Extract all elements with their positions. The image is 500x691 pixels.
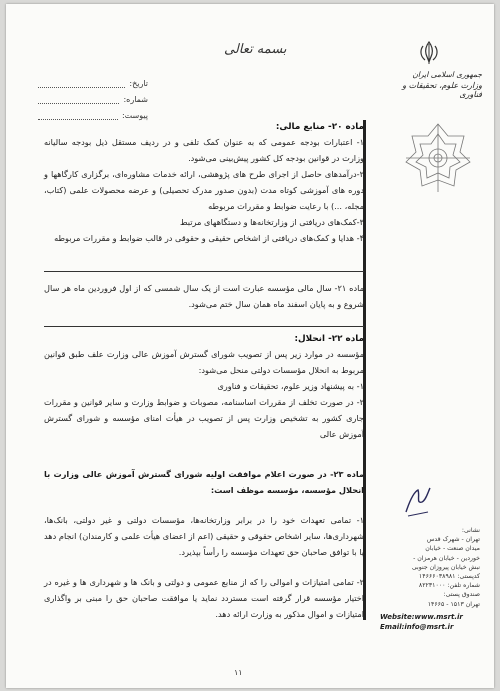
- article-21: [44, 280, 364, 312]
- address-line: خوردین - خیابان هرمزان -: [413, 554, 480, 562]
- page-number: ۱۱: [234, 668, 243, 677]
- ministry-contact-info: [380, 526, 480, 632]
- address-label: نشانی:: [461, 527, 480, 534]
- address-line: میدان صنعت - خیابان: [425, 545, 480, 553]
- article-20-item: ۳-کمک‌های دریافتی از وزارتخانه‌ها و دستگاههای مرتبط: [179, 217, 364, 227]
- address-line: نبش خیابان پیروزان جنوبی: [411, 563, 480, 571]
- website-link[interactable]: Website:www.msrt.ir: [380, 612, 463, 621]
- article-23-item: ۲- تمامی امتیازات و اموالی را که از منابع عمومی و دولتی و بانک ها و شهرداری ها و غیره در اختیار مؤسسه قرار گرفته است مستردد نماید یا موافقت صاحبان حق را مبنی بر واگذاری امتیازات و اموال مذکور به وزارت ارائه دهد.: [44, 577, 364, 619]
- ministry-line-1: جمهوری اسلامی ایران: [412, 70, 482, 79]
- letter-meta-fields: [38, 72, 148, 120]
- arabesque-ornament-icon: [404, 122, 472, 194]
- article-20-item: ۱- اعتبارات بودجه عمومی که به عنوان کمک تلفی و در ردیف مستقل ذیل بودجه سالیانه وزارت در قوانین بودجه کل کشور پیش‌بینی می‌شود.: [44, 137, 364, 163]
- ministry-logo-text: [384, 70, 482, 99]
- date-field: تاریخ:: [38, 72, 148, 88]
- signature-mark-icon: [398, 482, 438, 522]
- article-22-title: ماده ۲۲- انحلال:: [294, 334, 364, 344]
- article-21-text: ماده ۲۱- سال مالی مؤسسه عبارت است از یک سال شمسی که از اول فروردین ماه هر سال شروع و به پایان اسفند ماه همان سال ختم می‌شود.: [44, 283, 364, 309]
- po-box-label: صندوق پستی:: [443, 591, 480, 599]
- article-22-item: ۱- به پیشنهاد وزیر علوم، تحقیقات و فناوری: [217, 381, 364, 391]
- iran-emblem-icon: [417, 40, 441, 66]
- article-22-item: ۲- در صورت تخلف از مقررات اساسنامه، مصوبات و ضوابط وزارت و سایر قوانین و مقررات جاری کشور به تشخیص وزارت پس از تصویب در هیأت امنای مؤسسه و شورای گسترش آموزش عالی: [44, 397, 364, 439]
- phone-number: شماره تلفن: ۸۲۲۳۱۰۰۰: [418, 582, 480, 590]
- article-23: [44, 466, 364, 622]
- divider: [44, 326, 364, 327]
- article-20-title: ماده ۲۰- منابع مالی:: [275, 122, 364, 132]
- postal-code: کدپستی: ۱۴۶۶۶۰۳۸۹۸۱: [418, 573, 480, 581]
- article-23-item: ۱- تمامی تعهدات خود را در برابر وزارتخانه‌ها، مؤسسات دولتی و غیر دولتی، بانک‌ها، شهرداری‌ها، سایر اشخاص حقوقی و حقیقی (اعم از اعضای هیأت علمی و کارمندان) انجام دهد یا با توافق صاحبان حق تعهدات مؤسسه را رأساً بپذیرد.: [44, 515, 364, 557]
- address-line: تهران - شهرک قدس: [426, 536, 480, 544]
- article-20-item: ۴- هدایا و کمک‌های دریافتی از اشخاص حقیقی و حقوقی در قالب ضوابط و مقررات مربوطه: [54, 233, 364, 243]
- article-20: [44, 122, 364, 246]
- attachment-field: پیوست:: [38, 104, 148, 120]
- article-22-intro: مؤسسه در موارد زیر پس از تصویب شورای گسترش آموزش عالی وزارت علف طبق قوانین مربوط به انحلال مؤسسات دولتی منحل می‌شود:: [44, 349, 364, 375]
- divider: [44, 271, 364, 272]
- ministry-line-2: وزارت علوم، تحقیقات و فناوری: [402, 81, 482, 99]
- email-link[interactable]: Email:info@msrt.ir: [380, 623, 454, 632]
- article-22: [44, 334, 364, 442]
- number-field: شماره:: [38, 88, 148, 104]
- article-23-intro: ماده ۲۳- در صورت اعلام موافقت اولیه شورای گسترش آموزش عالی وزارت با انحلال مؤسسه، مؤسسه موظف است:: [44, 469, 364, 495]
- document-page: [6, 4, 494, 688]
- bismillah-heading: بسمه تعالی: [224, 42, 287, 57]
- po-box-value: تهران ۱۵۱۳ - ۱۴۶۶۵: [427, 600, 480, 608]
- article-20-item: ۲-درآمدهای حاصل از اجرای طرح های پژوهشی، ارائه خدمات مشاوره‌ای، برگزاری کارگاهها و دوره های آموزشی کوتاه مدت (بدون صدور مدرک تحصیلی) و عرضه محصولات علمی (کتاب، مجله، ...) با رعایت ضوابط و مقررات مربوطه: [44, 169, 364, 211]
